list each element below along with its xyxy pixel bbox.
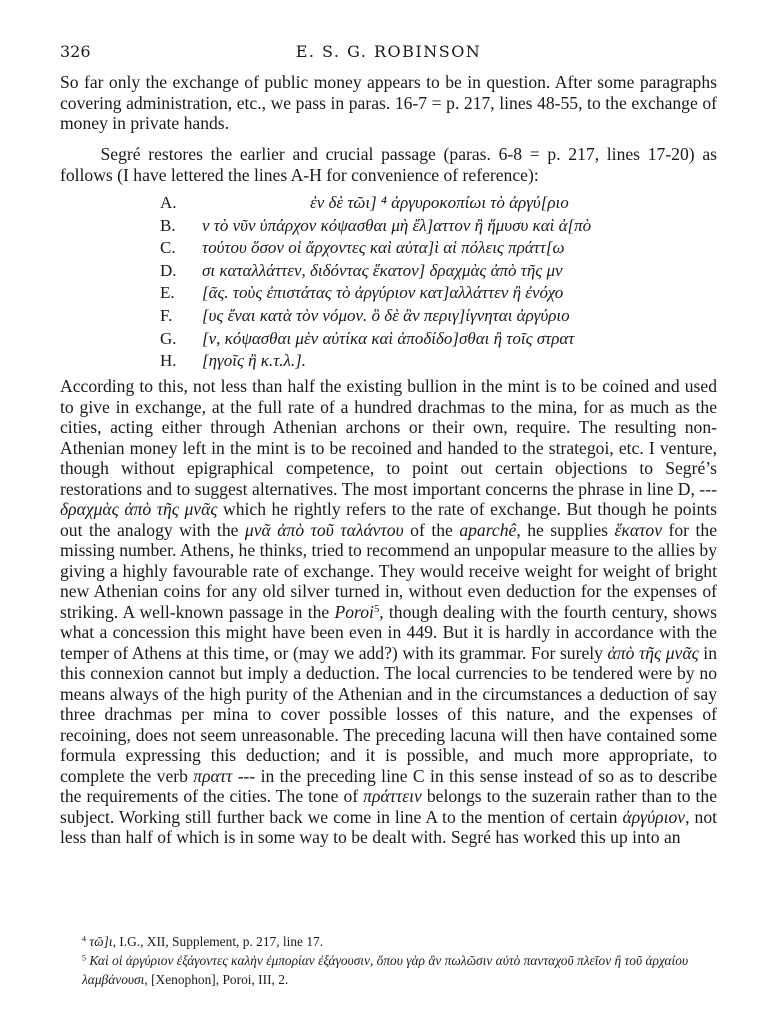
footnotes bbox=[60, 932, 720, 989]
text-run: of the bbox=[403, 519, 460, 540]
footnote-number: 5 bbox=[82, 953, 87, 963]
greek-phrase: ἕκατον bbox=[614, 519, 662, 540]
line-greek: ν τὸ νῦν ὑπάρχον κόψασθαι μὴ ἔλ]αττον ἢ ἥμυσυ καὶ ἀ[πὸ bbox=[202, 215, 592, 235]
paragraph-3-text bbox=[60, 376, 717, 848]
paragraph-2-text: Segré restores the earlier and crucial passage (paras. 6-8 = p. 217, lines 17-20) as follows (I have lettered the lines A-H for convenience of reference): bbox=[60, 144, 717, 185]
restoration-line bbox=[160, 350, 680, 373]
restoration-line bbox=[160, 260, 680, 283]
text-run: According to this, not less than half the existing bullion in the mint is to be coined and used to give in exchange, at the full rate of a hundred drachmas to the mina, for as much as the cities, acting either through Athenian archons or their own, require. The resulting non-Athenian money left in the mint is to be recoined and handed to the strategoi, etc. I venture, though without epigraphical competence, to point out certain objections to Segré’s restorations and to suggest alternatives. The most important concerns the phrase in line D, --- bbox=[60, 376, 717, 499]
line-greek: ἐν δὲ τῶι] ⁴ ἀργυροκοπίωι τὸ ἀργύ[ριο bbox=[310, 193, 569, 212]
restoration-line bbox=[160, 328, 680, 351]
restoration-line bbox=[160, 192, 680, 215]
paragraph-2 bbox=[60, 144, 717, 185]
text-run: , though dealing with the fourth century, shows what a concession this might have been even in 449. But it is hardly in accordance with the temper of Athens at this time, or (may we add?) with its grammar. For surely bbox=[60, 601, 717, 663]
text-run: , not less than half of which is in some way to be dealt with. Segré has worked this up into an bbox=[60, 806, 717, 847]
greek-phrase: πραττ bbox=[193, 765, 233, 786]
text-run: , he supplies bbox=[516, 519, 615, 540]
line-label: F. bbox=[160, 305, 173, 325]
text-run: which he rightly refers to the rate of exchange. But though he points out the analogy with the bbox=[60, 499, 718, 540]
italic-term: Poroi bbox=[334, 601, 374, 622]
paragraph-3 bbox=[60, 376, 717, 848]
greek-phrase: δραχμὰς ἀπὸ τῆς μνᾶς bbox=[60, 499, 218, 519]
restoration-line bbox=[160, 237, 680, 260]
text-run: --- in the preceding line C in this sense instead of so as to describe the requirements of the cities. The tone of bbox=[60, 765, 717, 806]
footnote-marker: 5 bbox=[373, 603, 380, 615]
line-greek: [ᾶς. τοὺς ἐπιστάτας τὸ ἀργύριον κατ]αλλάττεν ἢ ἐνόχο bbox=[202, 283, 564, 303]
restoration-lines bbox=[160, 192, 680, 373]
line-greek: [ν, κόψασθαι μὲν αὐτίκα καὶ ἀποδίδο]σθαι ἢ τοῖς στρατ bbox=[202, 328, 575, 348]
footnote-number: 4 bbox=[82, 934, 87, 944]
italic-term: aparchê bbox=[459, 519, 517, 540]
line-label: A. bbox=[160, 193, 177, 212]
footnote-text: [Xenophon], Poroi, III, 2. bbox=[147, 972, 289, 987]
line-greek: [υς ἔναι κατὰ τὸν νόμον. ὃ δὲ ἂν περιγ]ίγνηται ἀργύριο bbox=[202, 305, 570, 325]
restoration-line bbox=[160, 215, 680, 238]
line-label: G. bbox=[160, 328, 177, 348]
greek-phrase: ἀπὸ τῆς μνᾶς bbox=[607, 642, 699, 663]
line-greek: τούτου ὅσον οἱ ἄρχοντες καὶ αὐτα]ὶ αἱ πόλεις πράττ[ω bbox=[202, 238, 565, 258]
line-label: H. bbox=[160, 351, 177, 371]
line-greek: σι καταλλάττεν, διδόντας ἕκατον] δραχμὰς ἀπὸ τῆς μν bbox=[202, 260, 563, 280]
greek-phrase: ἀργύριον bbox=[622, 806, 686, 827]
restoration-line bbox=[160, 305, 680, 328]
running-head: E. S. G. ROBINSON bbox=[295, 42, 482, 61]
greek-phrase: μνᾶ ἀπὸ τοῦ ταλάντου bbox=[244, 519, 404, 540]
footnote-5 bbox=[60, 951, 720, 989]
footnote-text: , I.G., XII, Supplement, p. 217, line 17. bbox=[112, 934, 324, 949]
line-label: D. bbox=[160, 260, 177, 280]
footnote-greek: τῶ]ι bbox=[89, 934, 113, 949]
page-number: 326 bbox=[60, 42, 91, 61]
footnote-4 bbox=[60, 932, 720, 951]
line-label: E. bbox=[160, 283, 175, 303]
paragraph-1 bbox=[60, 72, 717, 134]
text-run: in this connexion cannot but imply a deduction. The local currencies to be tendered were by no means always of the high purity of the Athenian and in the circumstances a deduction of say three drachmas per mina to cover possible losses of this nature, and the expenses of recoining, does not seem unreasonable. The preceding lacuna will then have contained some formula expressing this deduction; and it is possible, and much more appropriate, to complete the verb bbox=[60, 642, 717, 786]
paragraph-1-text: So far only the exchange of public money appears to be in question. After some paragraphs covering administration, etc., we pass in paras. 16-7 = p. 217, lines 48-55, to the exchange of money in private hands. bbox=[60, 72, 717, 133]
restoration-line bbox=[160, 282, 680, 305]
line-label: B. bbox=[160, 215, 176, 235]
line-greek: [ηγοῖς ἢ κ.τ.λ.]. bbox=[202, 351, 307, 371]
footnote-greek: Καὶ οἱ ἀργύριον ἐξάγοντες καλὴν ἐμπορίαν ἐξάγουσιν, ὅπου γὰρ ἂν πωλῶσιν αὐτὸ πανταχοῦ πλεῖον ἢ τοῦ ἀρχαίου λαμβάνουσι, bbox=[82, 953, 689, 987]
greek-phrase: πράττειν bbox=[363, 786, 422, 806]
text-run: belongs to the suzerain rather than to the subject. Working still further back we come in line A to the mention of certain bbox=[60, 786, 718, 827]
text-run: for the missing number. Athens, he thinks, tried to recommend an unpopular measure to the allies by giving a highly favourable rate of exchange. They would receive weight for weight of bright new Athenian coins for any old silver turned in, without even deduction for the expenses of striking. A well-known passage in the bbox=[60, 519, 717, 622]
line-label: C. bbox=[160, 238, 176, 258]
